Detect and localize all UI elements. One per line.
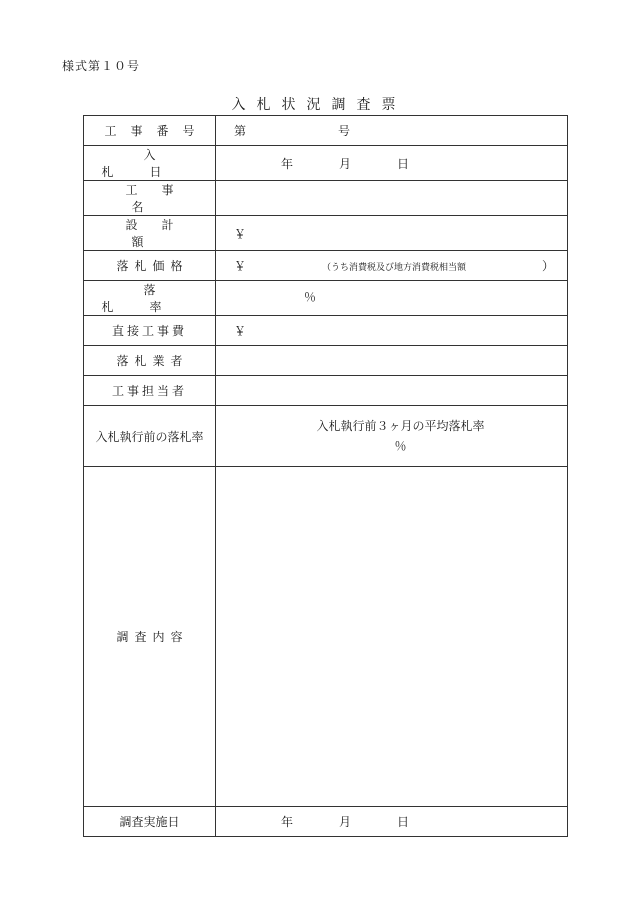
percent-sign: ％: [304, 290, 317, 304]
go-text: 号: [338, 124, 351, 138]
label-rakusatsu-gyosha: 落札業者: [116, 354, 189, 368]
table-row: [84, 316, 568, 346]
table-row: [84, 251, 568, 281]
table-row: [84, 807, 568, 837]
label-koji-tantosha: 工事担当者: [111, 384, 187, 398]
label-koji-mei: 工事名: [125, 183, 198, 214]
table-row: [84, 346, 568, 376]
field-koji-bango[interactable]: [216, 116, 568, 146]
field-chokusetsu-kojihi[interactable]: [216, 316, 568, 346]
month-text: 月: [339, 156, 352, 171]
table-row: [84, 216, 568, 251]
yen-symbol: ￥: [234, 324, 247, 338]
page-title: 入札状況調査票: [231, 97, 407, 113]
label-chosa-jisshi-bi: 調査実施日: [119, 815, 180, 829]
label-chokusetsu-kojihi: 直接工事費: [111, 324, 187, 338]
label-nyusatsu-bi: 入札日: [101, 148, 198, 179]
tax-note-close: ）: [541, 259, 554, 273]
label-koji-bango: 工事番号: [104, 124, 209, 138]
label-chosa-naiyo: 調査内容: [116, 630, 189, 644]
field-rakusatsu-gyosha[interactable]: [216, 346, 568, 376]
table-row: [84, 376, 568, 406]
field-chosa-jisshi-bi[interactable]: [216, 807, 568, 837]
label-shikkomae-ritsu: 入札執行前の落札率: [95, 429, 204, 444]
field-rakusatsu-ritsu[interactable]: [216, 281, 568, 316]
percent-sign: ％: [394, 439, 407, 453]
table-row: [84, 406, 568, 467]
yen-symbol: ￥: [234, 259, 247, 273]
field-koji-tantosha[interactable]: [216, 376, 568, 406]
table-row: [84, 281, 568, 316]
yen-symbol: ￥: [234, 226, 247, 241]
tax-note: （うち消費税及び地方消費税相当額: [322, 263, 467, 273]
field-shikkomae-ritsu[interactable]: [216, 406, 568, 467]
month-text: 月: [339, 815, 352, 829]
day-text: 日: [397, 156, 410, 171]
form-number: 様式第１０号: [62, 59, 141, 73]
average-rate-description: 入札執行前３ヶ月の平均落札率: [316, 419, 485, 433]
field-koji-mei[interactable]: [216, 181, 568, 216]
label-rakusatsu-kakaku: 落札価格: [116, 259, 189, 273]
day-text: 日: [397, 815, 410, 829]
year-text: 年: [281, 815, 294, 829]
label-sekkei-gaku: 設計額: [125, 218, 198, 249]
field-chosa-naiyo[interactable]: [216, 467, 568, 807]
dai-text: 第: [234, 124, 247, 138]
year-text: 年: [281, 156, 294, 171]
field-sekkei-gaku[interactable]: [216, 216, 568, 251]
table-row: [84, 146, 568, 181]
label-rakusatsu-ritsu: 落札率: [101, 283, 198, 314]
table-row: [84, 181, 568, 216]
survey-table: [83, 115, 568, 837]
field-nyusatsu-bi[interactable]: [216, 146, 568, 181]
field-rakusatsu-kakaku[interactable]: [216, 251, 568, 281]
table-row: [84, 116, 568, 146]
table-row: [84, 467, 568, 807]
